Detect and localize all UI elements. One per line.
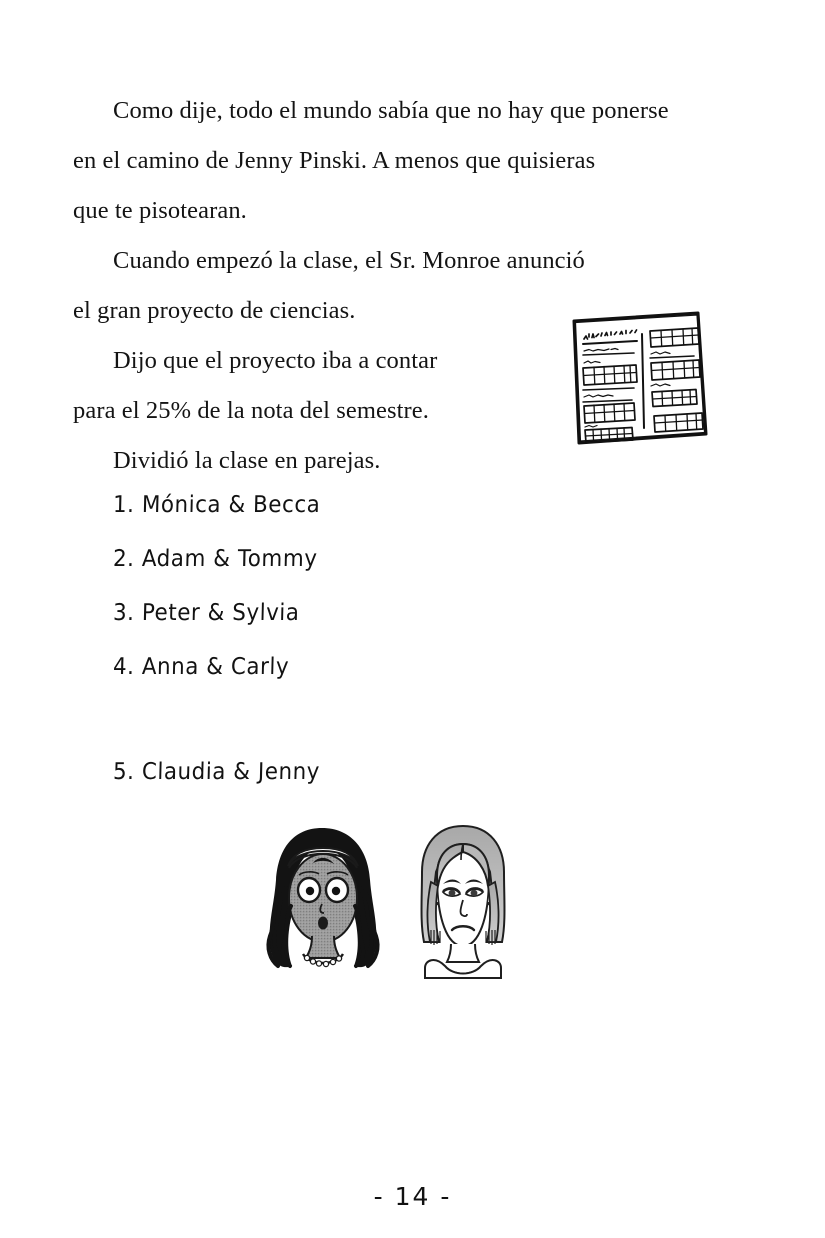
list-item: 1. Mónica & Becca (112, 492, 321, 518)
list-item-claudia-jenny: 5. Claudia & Jenny (112, 759, 321, 785)
paragraph-line: el gran proyecto de ciencias. (73, 297, 356, 324)
paragraph-line: Dividió la clase en parejas. (113, 447, 381, 474)
portrait-jenny (403, 818, 523, 998)
paragraph-line: en el camino de Jenny Pinski. A menos que quisieras (73, 147, 596, 174)
paragraph-1 (73, 86, 733, 236)
page-number: - 14 - (373, 1182, 452, 1211)
list-item: 2. Adam & Tommy (112, 546, 318, 572)
paragraph-line: Dijo que el proyecto iba a contar (113, 347, 438, 374)
character-portraits (258, 818, 528, 993)
list-item: 3. Peter & Sylvia (112, 600, 300, 626)
news-sheet-illustration (566, 306, 716, 454)
pair-list (113, 478, 543, 694)
paragraph-line: Como dije, todo el mundo sabía que no hay que ponerse (113, 97, 669, 124)
paragraph-line: Cuando empezó la clase, el Sr. Monroe anunció (113, 247, 585, 274)
jenny-face-icon (403, 818, 523, 993)
paragraph-line: para el 25% de la nota del semestre. (73, 397, 429, 424)
claudia-face-icon (258, 818, 388, 993)
portrait-claudia (258, 818, 388, 998)
paragraph-line: que te pisotearan. (73, 197, 247, 224)
list-item: 4. Anna & Carly (112, 654, 290, 680)
news-sheet-icon (566, 306, 716, 454)
